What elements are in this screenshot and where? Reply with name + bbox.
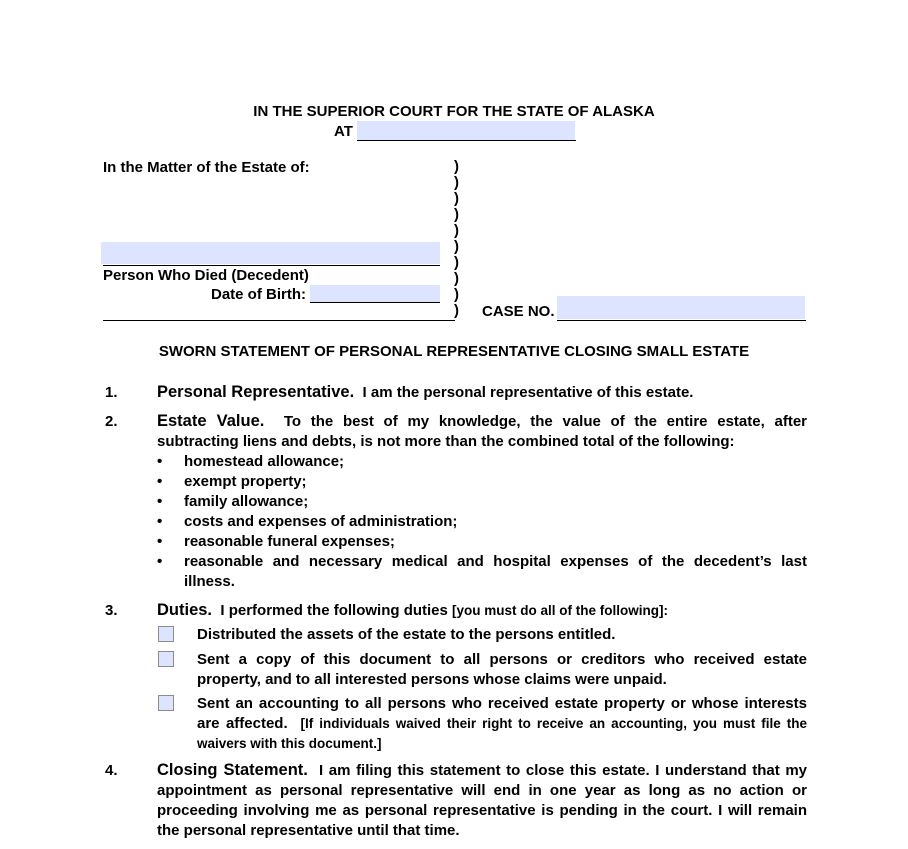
document-title: SWORN STATEMENT OF PERSONAL REPRESENTATIVE CLOSING SMALL ESTATE: [158, 343, 750, 360]
caption-bracket: ): [454, 254, 459, 271]
item-number: 2.: [105, 413, 118, 430]
list-item: • exempt property;: [157, 473, 307, 490]
bullet-marker: •: [157, 453, 163, 470]
decedent-name-field[interactable]: [101, 242, 440, 264]
caption-bracket: ): [454, 174, 459, 191]
item-closing-statement: [157, 760, 807, 841]
decedent-name-underline: [103, 265, 440, 266]
duty-note: [If individuals waived their right to receive an accounting, you must file the waivers with this document.]: [197, 716, 808, 751]
caption-bracket: ): [454, 286, 459, 303]
court-location-field[interactable]: [357, 121, 575, 140]
item-text: I am filing this statement to close this estate. I understand that my appointment as personal representative will end in one year as long as no action or proceeding involving me as personal representative is pending in the court. I will remain the personal representative until that time.: [157, 762, 807, 839]
caption-bracket: ): [454, 270, 459, 287]
item-estate-value: [157, 411, 807, 452]
item-personal-representative: [157, 382, 807, 403]
caption-bracket: ): [454, 206, 459, 223]
case-number-label: CASE NO.: [482, 303, 555, 320]
item-text: To the best of my knowledge, the value of the entire estate, after subtracting liens and debts, is not more than the combined total of the following:: [157, 413, 807, 450]
item-text: I am the personal representative of this estate.: [362, 384, 694, 401]
item-note: [you must do all of the following]:: [452, 603, 669, 618]
item-number: 3.: [105, 602, 118, 619]
case-number-field[interactable]: [557, 296, 805, 319]
court-heading: IN THE SUPERIOR COURT FOR THE STATE OF ALASKA: [253, 103, 655, 120]
caption-bracket: ): [454, 302, 459, 319]
bullet-marker: •: [157, 493, 163, 510]
list-item: • homestead allowance;: [157, 453, 345, 470]
caption-bracket: ): [454, 190, 459, 207]
at-label: AT: [334, 123, 353, 140]
caption-bottom-rule: [103, 320, 455, 321]
item-heading: Estate Value.: [157, 412, 265, 430]
item-heading: Closing Statement.: [157, 761, 308, 779]
duty-distributed: Distributed the assets of the estate to the persons entitled.: [197, 626, 616, 643]
estate-matter-label: In the Matter of the Estate of:: [103, 159, 310, 176]
caption-bracket: ): [454, 222, 459, 239]
item-number: 4.: [105, 762, 118, 779]
decedent-label: Person Who Died (Decedent): [103, 267, 309, 284]
bullet-marker: •: [157, 553, 163, 570]
date-of-birth-field[interactable]: [310, 285, 440, 302]
bullet-marker: •: [157, 473, 163, 490]
duty-checkbox-accounting[interactable]: [158, 695, 174, 711]
duty-sent-copy: Sent a copy of this document to all persons or creditors who received estate property, and to all interested persons whose claims were unpaid.: [197, 651, 807, 688]
date-of-birth-underline: [310, 302, 440, 303]
list-item: • family allowance;: [157, 493, 309, 510]
list-item: • reasonable funeral expenses;: [157, 533, 395, 550]
duty-checkbox-distributed[interactable]: [158, 626, 174, 642]
date-of-birth-label: Date of Birth:: [211, 286, 306, 303]
caption-bracket: ): [454, 238, 459, 255]
estate-value-list: [157, 452, 807, 592]
duty-checkbox-sent-copy[interactable]: [158, 651, 174, 667]
item-number: 1.: [105, 384, 118, 401]
list-item: • reasonable and necessary medical and hospital expenses of the decedent’s last illness.: [157, 553, 807, 590]
item-text: I performed the following duties: [220, 602, 448, 619]
bullet-marker: •: [157, 533, 163, 550]
court-location-underline: [357, 140, 576, 141]
caption-bracket: ): [454, 158, 459, 175]
bullet-marker: •: [157, 513, 163, 530]
item-heading: Personal Representative.: [157, 383, 355, 401]
item-heading: Duties.: [157, 601, 213, 619]
duty-accounting: Sent an accounting to all persons who received estate property or whose interests are affected. [If individuals waived their right to receive an accounting, you must file the waivers with this document.]: [197, 695, 808, 751]
case-number-underline: [557, 320, 806, 321]
item-duties: [157, 600, 807, 621]
list-item: • costs and expenses of administration;: [157, 513, 458, 530]
